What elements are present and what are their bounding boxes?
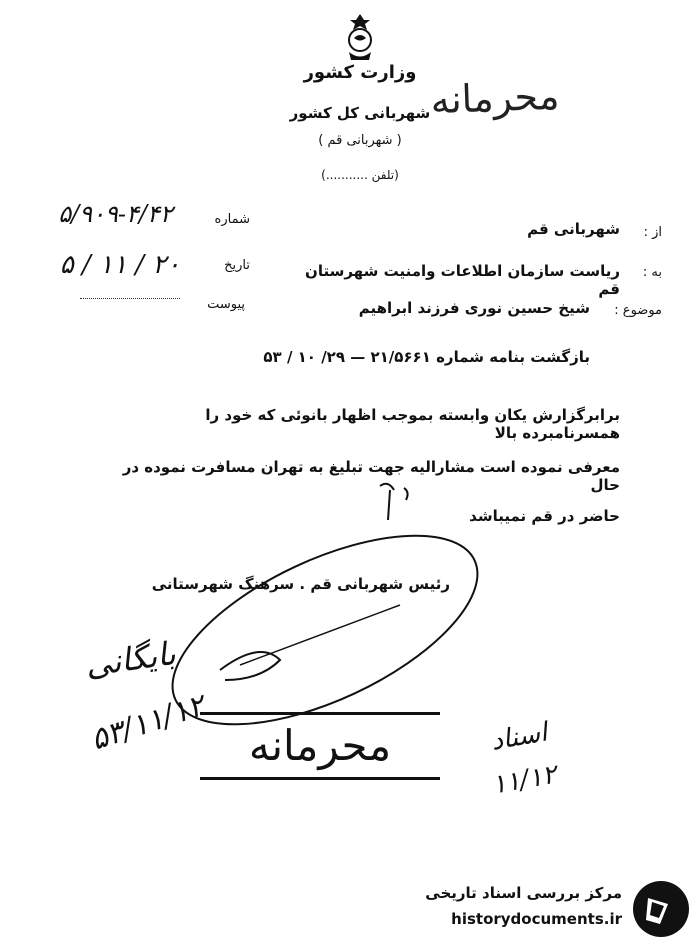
attachment-label: پیوست — [207, 297, 245, 312]
attachment-dotted-line — [80, 296, 180, 299]
to-value: ریاست سازمان اطلاعات وامنیت شهرستان قم — [305, 262, 620, 298]
from-label: از : — [643, 225, 662, 240]
department-title: شهربانی کل کشور — [289, 104, 431, 122]
body-line-3: حاضر در قم نمیباشد — [469, 507, 620, 525]
signature-line: رئیس شهربانی قم . سرهنگ شهرستانی — [151, 575, 450, 593]
body-line-1: برابرگزارش یکان وابسته بموجب اظهار بانوئی که خود را همسرنامبرده بالا — [205, 406, 620, 442]
footer-org-name: مرکز بررسی اسناد تاریخی — [425, 884, 622, 902]
date-label: تاریخ — [224, 258, 250, 273]
confidential-stamp-top: محرمانه — [429, 73, 561, 123]
subject-label: موضوع : — [614, 303, 662, 318]
margin-note-handwriting: بایگانی — [82, 633, 178, 685]
to-label: به : — [642, 265, 662, 280]
body-line-2: معرفی نموده است مشارالیه جهت تبلیغ به تهران مسافرت نموده در حال — [122, 458, 620, 494]
footer-website: historydocuments.ir — [451, 910, 622, 928]
number-label: شماره — [214, 212, 250, 227]
branch-title: ( شهربانی قم ) — [318, 133, 402, 148]
subject-value: شیخ حسین نوری فرزند ابراهیم — [358, 299, 590, 317]
from-value: شهربانی قم — [527, 220, 620, 238]
lion-and-sun-emblem-icon — [330, 10, 390, 65]
reference-line: بازگشت بنامه شماره ۲۱/۵۶۶۱ — ۲۹/ ۱۰ / ۵۳ — [263, 348, 590, 366]
bottom-date-handwriting: ۱۱/۱۲ — [489, 759, 559, 801]
archive-center-logo-icon — [630, 878, 692, 940]
number-value: ۵/۹۰۹-۴/۴۲ — [58, 200, 173, 228]
ministry-title: وزارت کشور — [303, 62, 417, 83]
bottom-note-handwriting: اسناد — [488, 717, 550, 757]
margin-number-handwriting: ۵۳/۱۱/۱۲ — [86, 688, 209, 758]
date-value: ۵ / ۱۱ / ۲۰ — [59, 250, 181, 280]
phone-line: (تلفن ...........) — [321, 168, 399, 182]
confidential-stamp-bottom: محرمانه — [200, 712, 440, 780]
